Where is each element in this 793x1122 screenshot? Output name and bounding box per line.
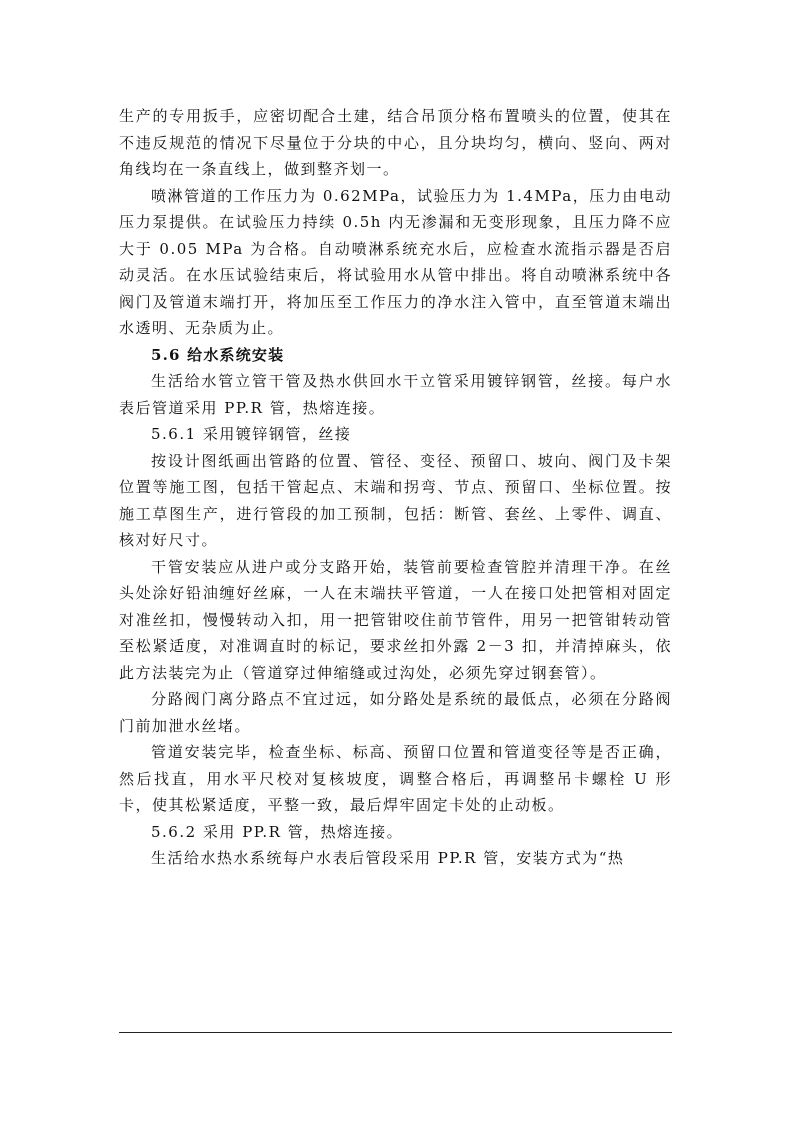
subsection-heading-5-6-2: 5.6.2 采用 PP.R 管，热熔连接。 xyxy=(151,822,404,841)
paragraph-sprinkler-layout: 生产的专用扳手，应密切配合土建，结合吊顶分格布置喷头的位置，使其在不违反规范的情况下尽量位于分块的中心，且分块均匀，横向、竖向、两对角线均在一条直线上，做到整齐划一。 xyxy=(119,107,672,178)
paragraph-sprinkler-pressure-test: 喷淋管道的工作压力为 0.62MPa，试验压力为 1.4MPa，压力由电动压力泵提供。在试验压力持续 0.5h 内无渗漏和无变形现象，且压力降不应大于 0.05 MPa 为合格。自动喷淋系统充水后，应检查水流指示器是否启动灵活。在水压试验结束后，将试验用水从管中排出。将自动喷淋系统中各阀门及管道末端打开，将加压至工作压力的净水注入管中，直至管道末端出水透明、无杂质为止。 xyxy=(119,186,672,337)
footer-divider xyxy=(119,1032,672,1033)
document-body xyxy=(119,103,672,872)
paragraph-construction-drawing: 按设计图纸画出管路的位置、管径、变径、预留口、坡向、阀门及卡架位置等施工图，包括干管起点、末端和拐弯、节点、预留口、坐标位置。按施工草图生产，进行管段的加工预制，包括：断管、套丝、上零件、调直、核对好尺寸。 xyxy=(119,451,672,549)
paragraph-water-supply-materials: 生活给水管立管干管及热水供回水干立管采用镀锌钢管，丝接。每户水表后管道采用 PP.R 管，热熔连接。 xyxy=(119,372,672,417)
paragraph-branch-valve: 分路阀门离分路点不宜过远，如分路处是系统的最低点，必须在分路阀门前加泄水丝堵。 xyxy=(119,690,672,735)
paragraph-main-pipe-installation: 干管安装应从进户或分支路开始，装管前要检查管腔并清理干净。在丝头处涂好铅油缠好丝麻，一人在末端扶平管道，一人在接口处把管相对固定对准丝扣，慢慢转动入扣，用一把管钳咬住前节管件，用另一把管钳转动管至松紧适度，对准调直时的标记，要求丝扣外露 2－3 扣，并清掉麻头，依此方法装完为止（管道穿过伸缩缝或过沟处，必须先穿过钢套管）。 xyxy=(119,557,672,682)
paragraph-pipe-inspection: 管道安装完毕，检查坐标、标高、预留口位置和管道变径等是否正确，然后找直，用水平尺校对复核坡度，调整合格后，再调整吊卡螺栓 U 形卡，使其松紧适度，平整一致，最后焊牢固定卡处的止动板。 xyxy=(119,743,672,814)
subsection-heading-5-6-1: 5.6.1 采用镀锌钢管，丝接 xyxy=(151,425,352,443)
section-heading-5-6: 5.6 给水系统安装 xyxy=(151,345,285,364)
paragraph-ppr-installation: 生活给水热水系统每户水表后管段采用 PP.R 管，安装方式为“热 xyxy=(151,849,625,867)
